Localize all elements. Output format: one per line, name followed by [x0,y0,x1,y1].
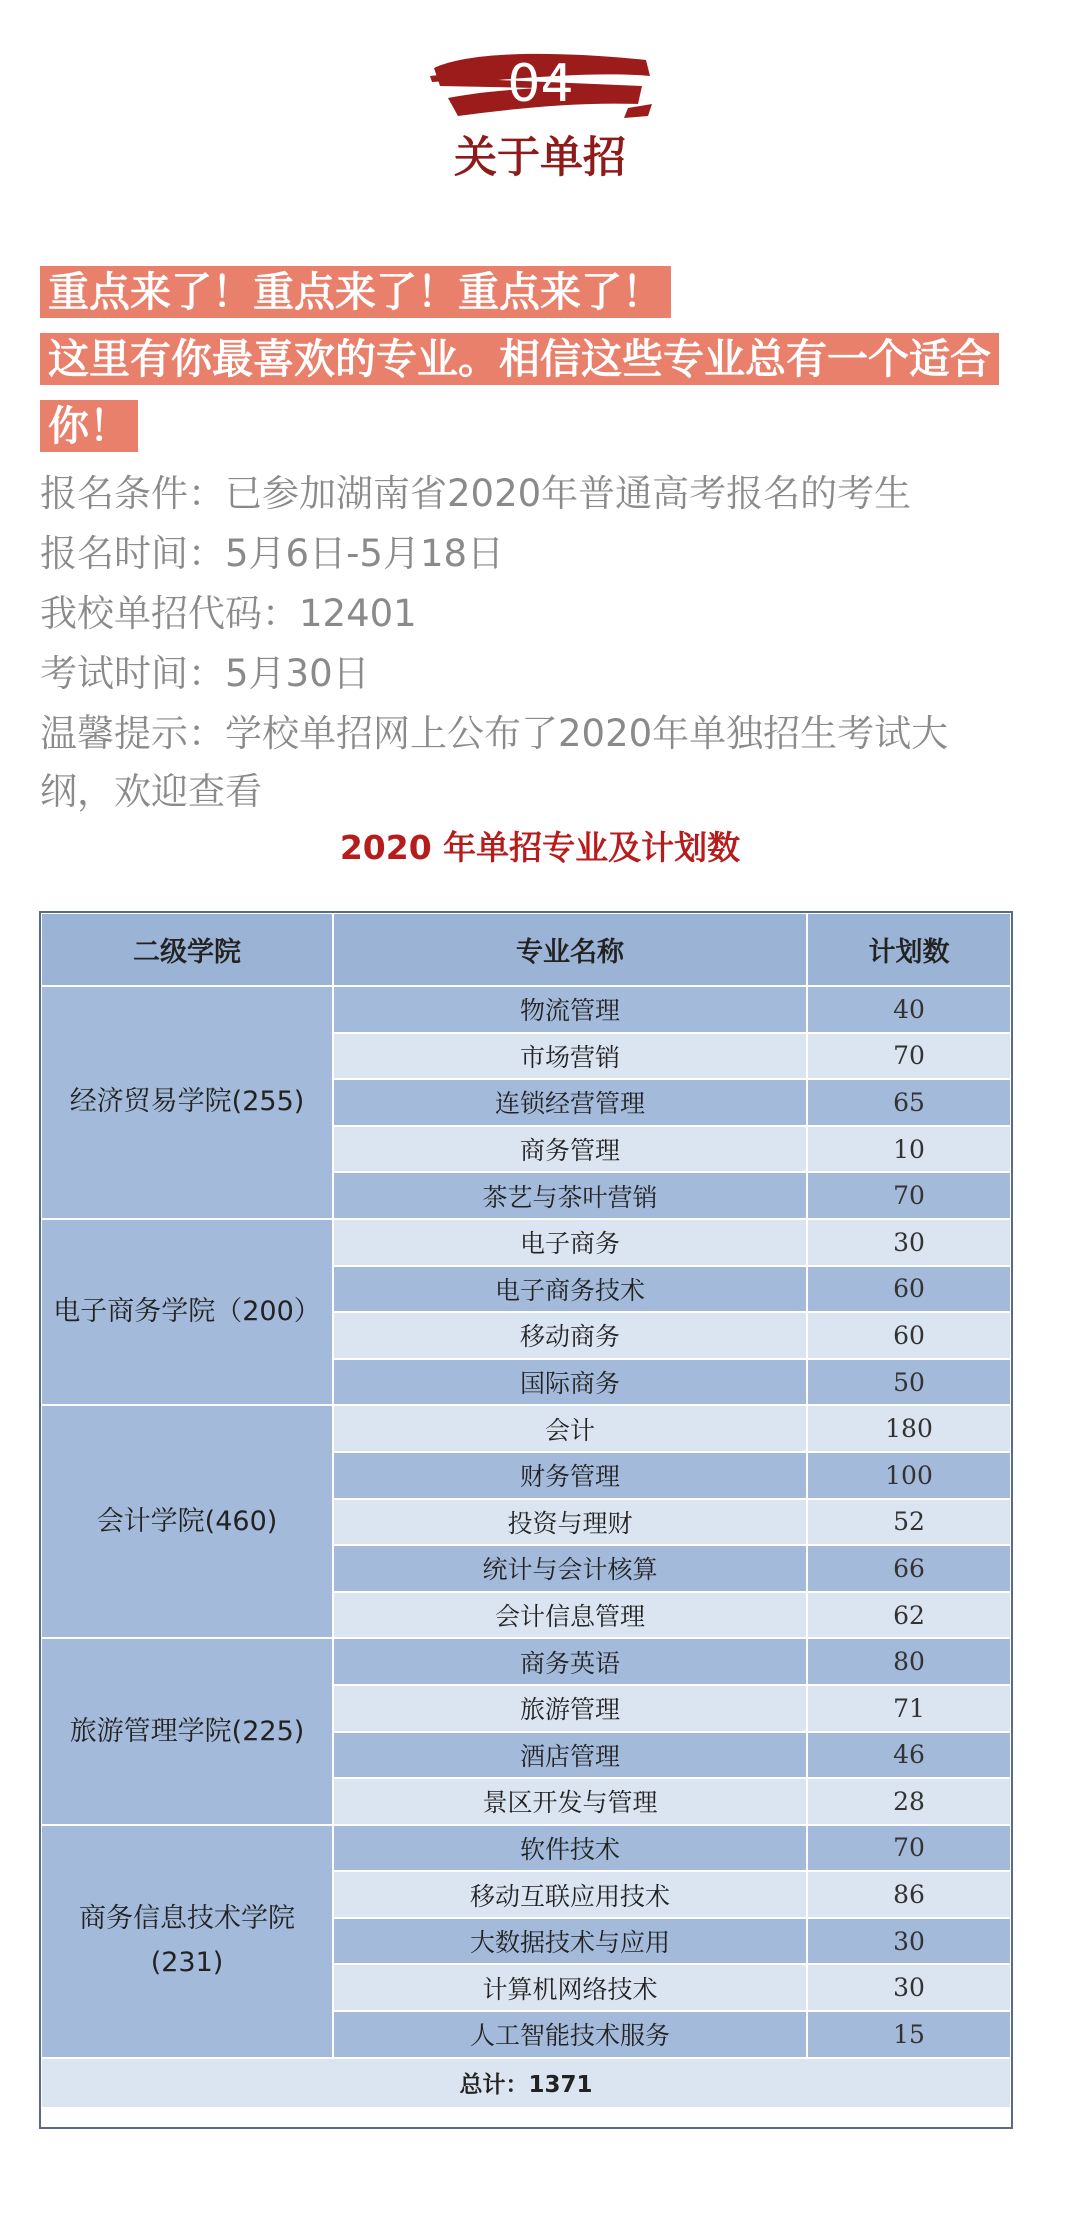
count-cell: 28 [807,1778,1011,1825]
count-cell: 100 [807,1452,1011,1499]
count-cell: 52 [807,1499,1011,1546]
major-cell: 茶艺与茶叶营销 [333,1172,807,1219]
college-cell: 经济贸易学院(255) [41,986,333,1219]
count-cell: 62 [807,1592,1011,1639]
info-line-registration-time: 报名时间：5月6日-5月18日 [40,532,505,575]
major-cell: 统计与会计核算 [333,1545,807,1592]
table-row [41,1825,1011,1872]
header-count: 计划数 [807,913,1011,986]
major-cell: 酒店管理 [333,1732,807,1779]
info-line-requirements: 报名条件：已参加湖南省2020年普通高考报名的考生 [40,472,912,515]
major-cell: 大数据技术与应用 [333,1918,807,1965]
major-cell: 会计信息管理 [333,1592,807,1639]
major-cell: 景区开发与管理 [333,1778,807,1825]
major-cell: 财务管理 [333,1452,807,1499]
info-line-tip-continued: 纲，欢迎查看 [40,770,262,813]
major-cell: 商务英语 [333,1638,807,1685]
info-line-tip: 温馨提示：学校单招网上公布了2020年单独招生考试大 [40,712,949,755]
college-cell: 电子商务学院（200） [41,1219,333,1405]
count-cell: 50 [807,1359,1011,1406]
major-cell: 电子商务技术 [333,1266,807,1313]
major-cell: 移动商务 [333,1312,807,1359]
count-cell: 40 [807,986,1011,1033]
major-cell: 电子商务 [333,1219,807,1266]
count-cell: 80 [807,1638,1011,1685]
count-cell: 70 [807,1825,1011,1872]
count-cell: 70 [807,1172,1011,1219]
header-college: 二级学院 [41,913,333,986]
count-cell: 10 [807,1126,1011,1173]
count-cell: 70 [807,1033,1011,1080]
highlight-line: 重点来了！重点来了！重点来了！ [40,266,671,318]
info-line-school-code: 我校单招代码：12401 [40,592,417,635]
count-cell: 60 [807,1312,1011,1359]
count-cell: 180 [807,1405,1011,1452]
info-line-exam-time: 考试时间：5月30日 [40,652,370,695]
header-major: 专业名称 [333,913,807,986]
major-cell: 移动互联应用技术 [333,1871,807,1918]
table-header-row [41,913,1011,986]
count-cell: 30 [807,1964,1011,2011]
table-row [41,1219,1011,1266]
total-cell: 总计：1371 [41,2058,1011,2108]
enrollment-plan-table [40,912,1012,2109]
count-cell: 30 [807,1219,1011,1266]
count-cell: 46 [807,1732,1011,1779]
highlight-line: 这里有你最喜欢的专业。相信这些专业总有一个适合 [40,333,999,385]
total-row [41,2058,1011,2108]
count-cell: 60 [807,1266,1011,1313]
major-cell: 软件技术 [333,1825,807,1872]
major-cell: 市场营销 [333,1033,807,1080]
table-row [41,1638,1011,1685]
major-cell: 国际商务 [333,1359,807,1406]
major-cell: 会计 [333,1405,807,1452]
count-cell: 30 [807,1918,1011,1965]
college-cell: 会计学院(460) [41,1405,333,1638]
table-row [41,986,1011,1033]
college-cell: 商务信息技术学院 (231) [41,1825,333,2058]
count-cell: 65 [807,1079,1011,1126]
major-cell: 商务管理 [333,1126,807,1173]
table-row [41,1405,1011,1452]
major-cell: 旅游管理 [333,1685,807,1732]
count-cell: 66 [807,1545,1011,1592]
major-cell: 物流管理 [333,986,807,1033]
major-cell: 人工智能技术服务 [333,2011,807,2058]
section-number-badge [428,46,653,134]
major-cell: 计算机网络技术 [333,1964,807,2011]
count-cell: 15 [807,2011,1011,2058]
table-title: 2020 年单招专业及计划数 [339,828,741,867]
section-title: 关于单招 [454,133,626,183]
section-number: 04 [507,54,574,114]
major-cell: 连锁经营管理 [333,1079,807,1126]
count-cell: 71 [807,1685,1011,1732]
college-cell: 旅游管理学院(225) [41,1638,333,1824]
major-cell: 投资与理财 [333,1499,807,1546]
highlight-line: 你！ [40,400,138,452]
count-cell: 86 [807,1871,1011,1918]
